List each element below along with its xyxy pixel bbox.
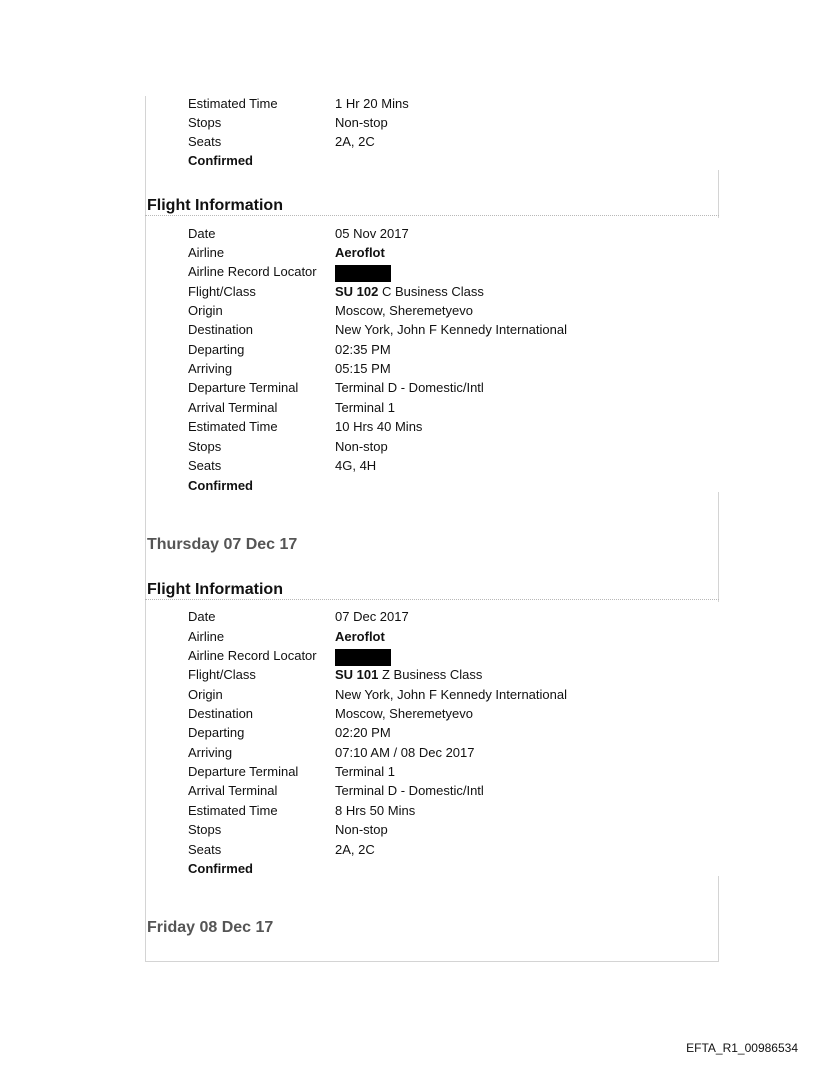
flight-class: C Business Class <box>378 284 484 299</box>
field-label: Departing <box>188 342 245 357</box>
field-value: 02:35 PM <box>335 342 391 357</box>
flight-number: SU 101 <box>335 667 379 682</box>
field-value <box>335 665 482 684</box>
field-label: Arrival Terminal <box>188 400 278 415</box>
field-label: Departing <box>188 725 245 740</box>
field-value <box>335 262 391 282</box>
field-value: 05:15 PM <box>335 361 391 376</box>
frame-right-line-1 <box>718 170 719 218</box>
status-confirmed: Confirmed <box>188 478 253 493</box>
field-label: Date <box>188 226 216 241</box>
field-label: Airline <box>188 629 225 644</box>
field-label: Airline <box>188 245 225 260</box>
field-value: 2A, 2C <box>335 842 375 857</box>
field-value: Moscow, Sheremetyevo <box>335 303 474 318</box>
section-title-flight-information: Flight Information <box>147 581 283 598</box>
field-label: Arriving <box>188 745 233 760</box>
field-label: Estimated Time <box>188 803 278 818</box>
field-value: New York, John F Kennedy International <box>335 322 567 337</box>
document-id: EFTA_R1_00986534 <box>686 1041 798 1055</box>
field-value: 4G, 4H <box>335 458 377 473</box>
airline-name: Aeroflot <box>335 629 385 644</box>
field-value: Non-stop <box>335 439 388 454</box>
field-value: Terminal 1 <box>335 764 395 779</box>
flight-class: Z Business Class <box>378 667 483 682</box>
field-value <box>335 282 484 301</box>
day-heading: Friday 08 Dec 17 <box>147 919 274 936</box>
frame-right-line-3 <box>718 876 719 962</box>
field-value <box>335 627 385 646</box>
field-label: Departure Terminal <box>188 380 299 395</box>
section-divider <box>145 599 719 600</box>
field-value: Terminal 1 <box>335 400 395 415</box>
field-value: 02:20 PM <box>335 725 391 740</box>
field-value: 05 Nov 2017 <box>335 226 409 241</box>
field-label: Departure Terminal <box>188 764 299 779</box>
field-value: Terminal D - Domestic/Intl <box>335 783 484 798</box>
section-title-flight-information: Flight Information <box>147 197 283 214</box>
field-label: Airline Record Locator <box>188 648 317 663</box>
field-label: Stops <box>188 115 222 130</box>
field-value <box>335 646 391 666</box>
field-label: Seats <box>188 134 222 149</box>
field-value: 1 Hr 20 Mins <box>335 96 409 111</box>
field-label: Flight/Class <box>188 284 256 299</box>
field-value: 07 Dec 2017 <box>335 609 409 624</box>
field-label: Estimated Time <box>188 419 278 434</box>
field-label: Date <box>188 609 216 624</box>
field-label: Destination <box>188 322 254 337</box>
frame-bottom-line <box>145 961 719 962</box>
section-divider <box>145 215 719 216</box>
status-confirmed: Confirmed <box>188 861 253 876</box>
field-label: Stops <box>188 822 222 837</box>
field-value: Non-stop <box>335 115 388 130</box>
field-label: Origin <box>188 303 223 318</box>
field-value: 07:10 AM / 08 Dec 2017 <box>335 745 475 760</box>
status-confirmed: Confirmed <box>188 153 253 168</box>
field-value: 2A, 2C <box>335 134 375 149</box>
field-value: Moscow, Sheremetyevo <box>335 706 474 721</box>
field-value: Non-stop <box>335 822 388 837</box>
field-label: Arrival Terminal <box>188 783 278 798</box>
field-value <box>335 243 385 262</box>
frame-left-line <box>145 96 146 962</box>
field-label: Flight/Class <box>188 667 256 682</box>
field-label: Origin <box>188 687 223 702</box>
field-label: Destination <box>188 706 254 721</box>
field-value: Terminal D - Domestic/Intl <box>335 380 484 395</box>
flight-number: SU 102 <box>335 284 379 299</box>
field-value: New York, John F Kennedy International <box>335 687 567 702</box>
frame-right-line-2 <box>718 492 719 602</box>
airline-name: Aeroflot <box>335 245 385 260</box>
field-label: Arriving <box>188 361 233 376</box>
field-value: 8 Hrs 50 Mins <box>335 803 416 818</box>
field-label: Airline Record Locator <box>188 264 317 279</box>
day-heading: Thursday 07 Dec 17 <box>147 536 298 553</box>
field-value: 10 Hrs 40 Mins <box>335 419 423 434</box>
redaction-box <box>335 649 391 666</box>
field-label: Estimated Time <box>188 96 278 111</box>
field-label: Seats <box>188 458 222 473</box>
redaction-box <box>335 265 391 282</box>
field-label: Stops <box>188 439 222 454</box>
field-label: Seats <box>188 842 222 857</box>
